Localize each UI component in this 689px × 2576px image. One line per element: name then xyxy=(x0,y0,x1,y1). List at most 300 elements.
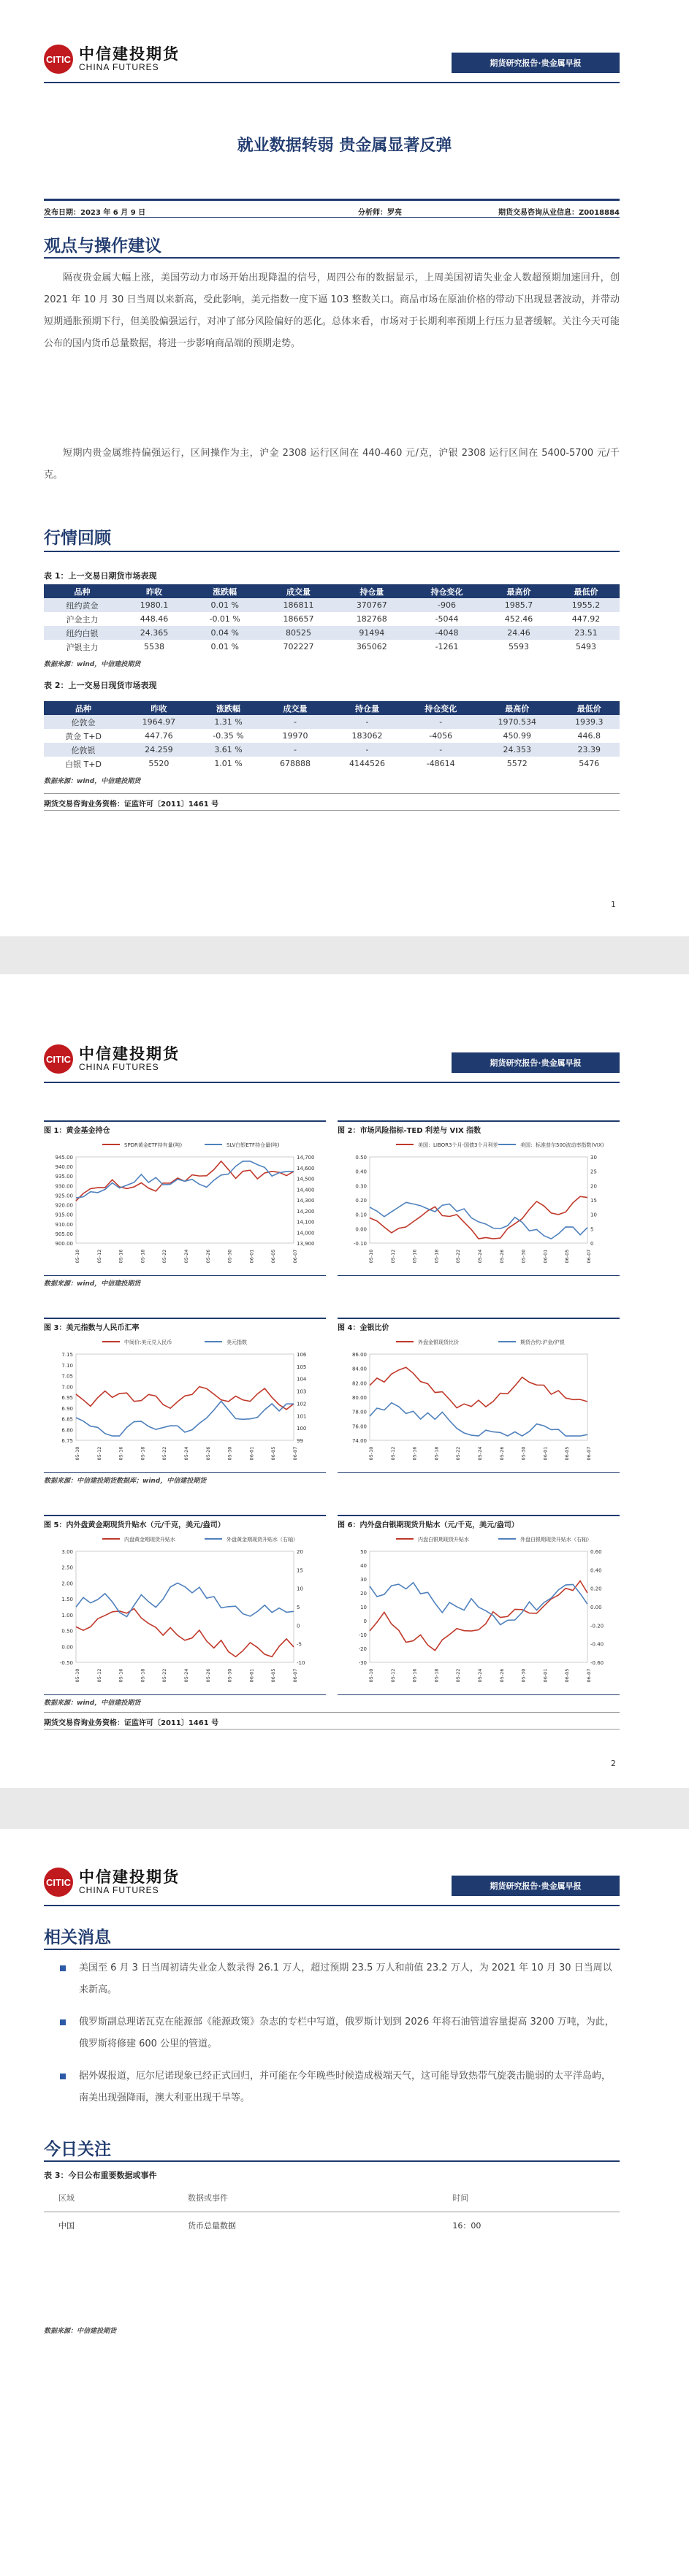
y-left-tick-label: 7.15 xyxy=(61,1352,73,1358)
y-left-tick-label: 6.90 xyxy=(61,1405,73,1412)
table-header-cell: 昨收 xyxy=(121,584,188,598)
y-left-tick-label: 0.10 xyxy=(355,1212,367,1218)
legend-label-a: 中间价:美元兑人民币 xyxy=(124,1339,172,1345)
license-footer: 期货交易咨询业务资格：证监许可〔2011〕1461 号 xyxy=(44,793,620,811)
chart-title: 图 6：内外盘白银期现货升贴水（元/千克，美元/盎司） xyxy=(338,1515,620,1531)
x-tick-label: 06-07 xyxy=(292,1249,298,1264)
x-tick-label: 05-10 xyxy=(368,1249,374,1264)
table-header-cell: 品种 xyxy=(44,584,121,598)
table-header-cell: 涨跌幅 xyxy=(195,701,262,715)
y-left-tick-label: 10 xyxy=(360,1605,367,1610)
x-tick-label: 06-07 xyxy=(292,1446,298,1461)
x-tick-label: 05-26 xyxy=(498,1668,505,1683)
series-a-line xyxy=(370,1196,587,1239)
x-tick-label: 05-12 xyxy=(96,1249,102,1264)
chart-title: 图 5：内外盘黄金期现货升贴水（元/千克，美元/盎司） xyxy=(44,1515,326,1531)
y-right-tick-label: 20 xyxy=(590,1183,597,1190)
table-cell: 5493 xyxy=(576,642,596,651)
chart-gold-basis xyxy=(44,1515,326,1706)
table-cell: -48614 xyxy=(426,759,455,768)
chart-source: 数据来源：中信建投期货数据库；wind，中信建投期货 xyxy=(44,1472,326,1484)
meta-bar xyxy=(44,199,620,218)
news-item-1: 美国至 6 月 3 日当周初请失业金人数录得 26.1 万人，超过预期 23.5 万人和前值 23.2 万人，为 2021 年 10 月 30 日当周以来新高。 xyxy=(60,1957,620,2001)
license-footer: 期货交易咨询业务资格：证监许可〔2011〕1461 号 xyxy=(44,1712,620,1730)
x-tick-label: 05-22 xyxy=(161,1249,168,1264)
report-type-tag: 期货研究报告·贵金属早报 xyxy=(452,53,620,73)
table-cell: 5538 xyxy=(144,642,165,651)
plot-area xyxy=(370,1157,587,1243)
chart-source xyxy=(338,1694,620,1706)
y-right-tick-label: 30 xyxy=(590,1155,597,1161)
y-left-tick-label: 0.20 xyxy=(355,1198,367,1204)
table-header-cell: 成交量 xyxy=(262,701,328,715)
y-right-tick-label: -10 xyxy=(297,1660,305,1666)
chart-source: 数据来源：wind，中信建投期货 xyxy=(44,1275,326,1287)
x-tick-label: 05-30 xyxy=(520,1249,527,1264)
y-left-tick-label: 78.00 xyxy=(351,1409,367,1415)
page-header xyxy=(44,1042,620,1083)
y-right-tick-label: 20 xyxy=(297,1549,303,1555)
table-cell: 16：00 xyxy=(452,2221,481,2231)
table-cell: 80525 xyxy=(262,626,335,640)
table-cell: 24.353 xyxy=(476,743,559,757)
x-tick-label: 05-24 xyxy=(477,1446,483,1461)
x-tick-label: 05-12 xyxy=(96,1668,102,1683)
table-cell: 1955.2 xyxy=(552,598,620,612)
y-left-tick-label: 930.00 xyxy=(55,1183,73,1190)
x-tick-label: 05-30 xyxy=(520,1668,527,1683)
y-left-tick-label: 3.00 xyxy=(61,1549,73,1555)
table-row xyxy=(44,715,620,729)
section-heading-views: 观点与操作建议 xyxy=(44,237,161,256)
x-tick-label: 05-18 xyxy=(433,1249,440,1264)
chart-c4-plot xyxy=(338,1334,620,1469)
logo-cn-text: 中信建投期货 xyxy=(79,1044,180,1063)
table-header-cell: 持仓变化 xyxy=(408,584,485,598)
x-tick-label: 05-16 xyxy=(118,1249,124,1264)
chart-c3-plot xyxy=(44,1334,326,1469)
table-cell: 0.01 % xyxy=(210,642,239,651)
series-b-line xyxy=(370,1403,587,1436)
events-table xyxy=(44,2184,620,2239)
y-right-tick-label: 0.40 xyxy=(590,1567,602,1574)
x-tick-label: 06-07 xyxy=(586,1446,592,1461)
report-type-tag: 期货研究报告·贵金属早报 xyxy=(452,1876,620,1896)
table-cell: 白银 T+D xyxy=(65,759,102,769)
x-tick-label: 05-16 xyxy=(411,1668,418,1683)
y-right-tick-label: 14,200 xyxy=(297,1208,315,1215)
y-left-tick-label: 82.00 xyxy=(351,1380,367,1387)
table2-source: 数据来源：wind，中信建投期货 xyxy=(44,778,141,785)
x-tick-label: 05-16 xyxy=(118,1446,124,1461)
table-row xyxy=(44,640,620,654)
y-right-tick-label: -0.40 xyxy=(590,1641,604,1648)
table-row xyxy=(44,729,620,743)
page-number: 2 xyxy=(611,1759,616,1768)
x-tick-label: 05-10 xyxy=(368,1668,374,1683)
table-cell: 24.46 xyxy=(485,626,552,640)
y-left-tick-label: 86.00 xyxy=(351,1352,367,1358)
y-left-tick-label: 0.00 xyxy=(355,1226,367,1233)
logo-en-text: CHINA FUTURES xyxy=(79,1885,159,1895)
y-left-tick-label: 76.00 xyxy=(351,1423,367,1430)
bullet-icon xyxy=(60,2074,66,2079)
x-tick-label: 05-22 xyxy=(161,1446,168,1461)
chart-title: 图 3：美元指数与人民币汇率 xyxy=(44,1318,326,1334)
x-tick-label: 06-05 xyxy=(564,1668,571,1683)
x-tick-label: 05-10 xyxy=(75,1446,80,1461)
x-tick-label: 05-30 xyxy=(227,1446,233,1461)
y-right-tick-label: 14,100 xyxy=(297,1219,315,1226)
y-right-tick-label: 15 xyxy=(297,1567,303,1574)
y-right-tick-label: 14,700 xyxy=(297,1155,315,1161)
y-right-tick-label: 5 xyxy=(590,1226,594,1233)
table-row xyxy=(44,626,620,640)
page-header xyxy=(44,42,620,83)
y-right-tick-label: 14,600 xyxy=(297,1165,315,1172)
y-right-tick-label: 106 xyxy=(297,1352,307,1358)
y-right-tick-label: -0.60 xyxy=(590,1660,604,1666)
logo-mark: CITIC xyxy=(44,1868,73,1897)
table-cell: 23.51 xyxy=(552,626,620,640)
y-right-tick-label: 13,900 xyxy=(297,1241,315,1247)
series-b-line xyxy=(76,1401,294,1436)
x-tick-label: 05-30 xyxy=(227,1668,233,1683)
y-left-tick-label: 2.00 xyxy=(61,1581,73,1587)
table-cell: 4144526 xyxy=(349,759,385,768)
y-left-tick-label: 1.50 xyxy=(61,1597,73,1603)
y-right-tick-label: 104 xyxy=(297,1376,307,1383)
table-header-cell: 最高价 xyxy=(476,701,559,715)
x-tick-label: 06-05 xyxy=(270,1249,277,1264)
table-cell: 1.31 % xyxy=(195,715,262,729)
y-left-tick-label: 2.50 xyxy=(61,1564,73,1571)
table-cell: 447.76 xyxy=(145,731,173,741)
table-cell: - xyxy=(406,743,476,757)
logo-cn-text: 中信建投期货 xyxy=(79,1868,180,1886)
table-header-cell: 成交量 xyxy=(262,584,335,598)
x-tick-label: 05-12 xyxy=(389,1446,396,1461)
table-cell: 5593 xyxy=(509,642,530,651)
table-cell: 3.61 % xyxy=(195,743,262,757)
legend-label-a: SPDR黄金ETF持有量(吨) xyxy=(124,1142,183,1148)
plot-area xyxy=(76,1551,294,1662)
x-tick-label: 05-30 xyxy=(520,1446,527,1461)
legend-label-a: 内盘黄金期现货升贴水 xyxy=(124,1537,175,1543)
publish-date: 发布日期：2023 年 6 月 9 日 xyxy=(44,209,146,217)
table-cell: 0.04 % xyxy=(188,626,262,640)
x-tick-label: 05-30 xyxy=(227,1249,233,1264)
y-left-tick-label: -0.10 xyxy=(353,1241,367,1247)
series-a-line xyxy=(76,1387,294,1410)
table-row xyxy=(44,2212,620,2239)
x-tick-label: 06-01 xyxy=(542,1249,549,1264)
y-right-tick-label: 0.00 xyxy=(590,1605,602,1610)
legend-label-b: 期货合约:沪金/沪银 xyxy=(520,1339,565,1345)
table-header-cell: 持仓量 xyxy=(335,584,408,598)
table-cell: 5520 xyxy=(148,759,170,768)
table2-caption: 表 2：上一交易日现货市场表现 xyxy=(44,681,157,690)
logo-mark: CITIC xyxy=(44,1044,73,1074)
x-tick-label: 06-01 xyxy=(248,1668,255,1683)
chart-title: 图 1：黄金基金持仓 xyxy=(44,1120,326,1136)
chart-c6-plot xyxy=(338,1531,620,1692)
chart-source xyxy=(338,1472,620,1484)
y-left-tick-label: 920.00 xyxy=(55,1202,73,1209)
y-left-tick-label: 905.00 xyxy=(55,1231,73,1237)
y-right-tick-label: 14,500 xyxy=(297,1176,315,1182)
table-cell: 91494 xyxy=(335,626,408,640)
legend-label-b: 外盘白银期现货升贴水（右轴） xyxy=(520,1537,592,1543)
table-cell: - xyxy=(262,743,328,757)
x-tick-label: 06-05 xyxy=(270,1668,277,1683)
table-cell: 183062 xyxy=(351,731,383,741)
y-left-tick-label: 0.30 xyxy=(355,1183,367,1190)
table-cell: 5476 xyxy=(579,759,600,768)
y-left-tick-label: -10 xyxy=(358,1632,367,1638)
y-left-tick-label: 1.00 xyxy=(61,1612,73,1618)
table-cell: 1980.1 xyxy=(121,598,188,612)
y-right-tick-label: 14,400 xyxy=(297,1187,315,1193)
table-cell: 5572 xyxy=(506,759,528,768)
table-header-cell: 品种 xyxy=(44,701,123,715)
section-divider xyxy=(44,257,620,259)
y-right-tick-label: 0.20 xyxy=(590,1586,602,1592)
y-left-tick-label: 6.95 xyxy=(61,1395,73,1401)
y-left-tick-label: 935.00 xyxy=(55,1174,73,1180)
y-left-tick-label: 915.00 xyxy=(55,1212,73,1218)
y-right-tick-label: 10 xyxy=(297,1586,303,1592)
views-paragraph-2: 短期内贵金属维持偏强运行，区间操作为主，沪金 2308 运行区间在 440-460 元/克，沪银 2308 运行区间在 5400-5700 元/千克。 xyxy=(44,448,620,481)
table-cell: -906 xyxy=(408,598,485,612)
y-right-tick-label: 103 xyxy=(297,1388,307,1395)
y-right-tick-label: -0.20 xyxy=(590,1623,604,1629)
table-cell: 0.01 % xyxy=(188,598,262,612)
x-tick-label: 05-26 xyxy=(205,1446,211,1461)
x-tick-label: 05-22 xyxy=(161,1668,168,1683)
table-cell: 沪银主力 xyxy=(66,642,99,652)
table-cell: 447.92 xyxy=(571,614,601,624)
y-left-tick-label: 940.00 xyxy=(55,1164,73,1171)
x-tick-label: 05-18 xyxy=(140,1668,146,1683)
x-tick-label: 05-24 xyxy=(477,1668,483,1683)
table-cell: 黄金 T+D xyxy=(65,731,102,741)
x-tick-label: 05-26 xyxy=(205,1249,211,1264)
x-tick-label: 06-07 xyxy=(586,1249,592,1264)
logo-cn-text: 中信建投期货 xyxy=(79,45,180,63)
y-left-tick-label: 7.05 xyxy=(61,1373,73,1380)
y-left-tick-label: 40 xyxy=(360,1563,367,1569)
bullet-icon xyxy=(60,2019,66,2025)
table-cell: 450.99 xyxy=(503,731,531,741)
table-cell: - xyxy=(328,715,406,729)
y-left-tick-label: 50 xyxy=(360,1549,367,1555)
table-cell: 货币总量数据 xyxy=(187,2221,236,2231)
x-tick-label: 05-16 xyxy=(411,1446,418,1461)
x-tick-label: 05-10 xyxy=(75,1668,80,1683)
x-tick-label: 06-01 xyxy=(248,1249,255,1264)
legend-label-b: 外盘黄金期现货升贴水（右轴） xyxy=(227,1537,298,1543)
table-header-cell: 时间 xyxy=(438,2184,620,2212)
analyst-name: 分析师：罗亮 xyxy=(358,209,402,217)
y-left-tick-label: 0.40 xyxy=(355,1169,367,1175)
table-row xyxy=(44,743,620,757)
series-b-line xyxy=(370,1202,587,1239)
table-cell: 446.8 xyxy=(577,731,601,741)
table-cell: -5044 xyxy=(435,614,459,624)
legend-label-b: 美元指数 xyxy=(227,1339,247,1345)
x-tick-label: 05-24 xyxy=(477,1249,483,1264)
chart-c5-plot xyxy=(44,1531,326,1692)
spot-table xyxy=(44,701,620,771)
y-left-tick-label: 910.00 xyxy=(55,1221,73,1228)
x-tick-label: 05-10 xyxy=(368,1446,374,1461)
table-cell: 365062 xyxy=(356,642,387,651)
series-b-line xyxy=(76,1161,294,1198)
x-tick-label: 05-18 xyxy=(433,1668,440,1683)
table-cell: 1970.534 xyxy=(476,715,559,729)
chart-source xyxy=(338,1275,620,1287)
table3-caption: 表 3：今日公布重要数据或事件 xyxy=(44,2171,157,2180)
x-tick-label: 05-24 xyxy=(183,1668,189,1683)
x-tick-label: 06-07 xyxy=(586,1668,592,1683)
bullet-icon xyxy=(60,1965,66,1971)
section-heading-review: 行情回顾 xyxy=(44,529,111,548)
license-info: 期货交易咨询从业信息：Z0018884 xyxy=(498,209,620,217)
chart-gold-silver-ratio xyxy=(338,1318,620,1484)
y-left-tick-label: -20 xyxy=(358,1646,367,1652)
section-heading-today: 今日关注 xyxy=(44,2140,111,2159)
table-cell: 1964.97 xyxy=(123,715,195,729)
y-right-tick-label: 15 xyxy=(590,1198,597,1204)
table-header-cell: 最低价 xyxy=(559,701,620,715)
table-cell: - xyxy=(262,715,328,729)
y-left-tick-label: 6.75 xyxy=(61,1438,73,1444)
chart-c2-plot xyxy=(338,1136,620,1272)
x-tick-label: 06-05 xyxy=(564,1249,571,1264)
section-heading-news: 相关消息 xyxy=(44,1928,111,1947)
series-a-line xyxy=(370,1581,587,1651)
table-cell: 182768 xyxy=(356,614,387,624)
table1-source: 数据来源：wind，中信建投期货 xyxy=(44,661,141,668)
legend-label-a: 外盘金银现货比价 xyxy=(418,1339,459,1345)
table-cell: 1.01 % xyxy=(214,759,243,768)
chart-c1-plot xyxy=(44,1136,326,1272)
table-cell: - xyxy=(406,715,476,729)
x-tick-label: 05-26 xyxy=(498,1249,505,1264)
y-left-tick-label: 900.00 xyxy=(55,1241,73,1247)
table-cell: - xyxy=(328,743,406,757)
x-tick-label: 05-10 xyxy=(75,1249,80,1264)
news-item-2: 俄罗斯副总理诺瓦克在能源部《能源政策》杂志的专栏中写道，俄罗斯计划到 2026 年将石油管道容量提高 3200 万吨，为此，俄罗斯将修建 600 公里的管道。 xyxy=(60,2011,620,2055)
table-header-cell: 区域 xyxy=(44,2184,173,2212)
series-b-line xyxy=(370,1583,587,1625)
y-left-tick-label: 80.00 xyxy=(351,1395,367,1401)
series-b-line xyxy=(76,1583,294,1616)
y-right-tick-label: 0 xyxy=(590,1241,594,1247)
views-paragraph-1: 隔夜贵金属大幅上涨，美国劳动力市场开始出现降温的信号，周四公布的数据显示，上周美国初请失业金人数超预期加速回升，创 2021 年 10 月 30 日当周以来新高，受此影响，美元指数一度下逼 103 整数关口。商品市场在原油价格的带动下出现显著波动，并带动短期通胀预期下行，但美股偏强运行，对冲了部分风险偏好的恶化。总体来看，市场对于长期利率预期上行压力显著缓解。关注今天可能公布的国内货币总量数据，将进一步影响商品端的预期走势。 xyxy=(44,272,620,349)
table-cell: 452.46 xyxy=(504,614,533,624)
x-tick-label: 05-12 xyxy=(389,1668,396,1683)
x-tick-label: 05-24 xyxy=(183,1249,189,1264)
x-tick-label: 05-22 xyxy=(455,1249,462,1264)
table-cell: 23.39 xyxy=(559,743,620,757)
chart-ted-vix xyxy=(338,1120,620,1287)
y-right-tick-label: 0 xyxy=(297,1623,300,1629)
table-row xyxy=(44,757,620,771)
legend-label-a: 美国：LIBOR3个月-国债3个月利差 xyxy=(418,1142,498,1148)
page-2 xyxy=(0,974,689,1788)
x-tick-label: 06-01 xyxy=(248,1446,255,1461)
table-header-cell: 最低价 xyxy=(552,584,620,598)
table-cell: 186811 xyxy=(262,598,335,612)
logo-en-text: CHINA FUTURES xyxy=(79,1062,159,1072)
y-right-tick-label: 0.60 xyxy=(590,1549,602,1555)
table-cell: 370767 xyxy=(335,598,408,612)
y-left-tick-label: 20 xyxy=(360,1591,367,1597)
x-tick-label: 06-01 xyxy=(542,1446,549,1461)
y-right-tick-label: -5 xyxy=(297,1641,302,1648)
logo-mark: CITIC xyxy=(44,45,73,74)
y-left-tick-label: 0.00 xyxy=(61,1644,73,1651)
y-left-tick-label: 0.50 xyxy=(355,1155,367,1161)
x-tick-label: 05-24 xyxy=(183,1446,189,1461)
y-left-tick-label: -30 xyxy=(358,1660,367,1666)
x-tick-label: 05-22 xyxy=(455,1446,462,1461)
x-tick-label: 05-18 xyxy=(140,1249,146,1264)
table-cell: -0.01 % xyxy=(209,614,240,624)
x-tick-label: 06-07 xyxy=(292,1668,298,1683)
series-a-line xyxy=(76,1609,294,1657)
x-tick-label: 05-16 xyxy=(411,1249,418,1264)
y-right-tick-label: 105 xyxy=(297,1364,307,1370)
futures-table xyxy=(44,584,620,654)
table1-caption: 表 1：上一交易日期货市场表现 xyxy=(44,571,157,581)
x-tick-label: 06-01 xyxy=(542,1668,549,1683)
table-cell: 伦敦银 xyxy=(44,743,123,757)
chart-source: 数据来源：wind，中信建投期货 xyxy=(44,1694,326,1706)
company-logo xyxy=(44,1042,180,1076)
table-cell: 448.46 xyxy=(140,614,169,624)
y-right-tick-label: 99 xyxy=(297,1438,303,1444)
y-left-tick-label: 7.00 xyxy=(61,1384,73,1391)
chart-title: 图 2：市场风险指标-TED 利差与 VIX 指数 xyxy=(338,1120,620,1136)
table-header-cell: 持仓变化 xyxy=(406,701,476,715)
page-3 xyxy=(0,1829,689,2576)
y-left-tick-label: 945.00 xyxy=(55,1155,73,1161)
table-cell: 19970 xyxy=(282,731,308,741)
x-tick-label: 06-05 xyxy=(564,1446,571,1461)
table-header-cell: 数据或事件 xyxy=(173,2184,438,2212)
table-cell: 678888 xyxy=(279,759,311,768)
y-left-tick-label: 84.00 xyxy=(351,1366,367,1372)
y-left-tick-label: 925.00 xyxy=(55,1193,73,1199)
company-logo xyxy=(44,42,180,76)
y-right-tick-label: 14,000 xyxy=(297,1230,315,1237)
table-cell: 沪金主力 xyxy=(66,614,99,624)
x-tick-label: 06-05 xyxy=(270,1446,277,1461)
x-tick-label: 05-26 xyxy=(205,1668,211,1683)
company-logo xyxy=(44,1865,180,1899)
legend-label-b: 美国：标准普尔500波动率指数(VIX) xyxy=(520,1142,604,1148)
table-cell: 1985.7 xyxy=(485,598,552,612)
y-left-tick-label: 6.80 xyxy=(61,1427,73,1434)
table-cell: -4056 xyxy=(429,731,453,741)
x-tick-label: 05-18 xyxy=(433,1446,440,1461)
series-a-line xyxy=(370,1367,587,1407)
table-cell: 纽约黄金 xyxy=(44,598,121,612)
x-tick-label: 05-12 xyxy=(389,1249,396,1264)
